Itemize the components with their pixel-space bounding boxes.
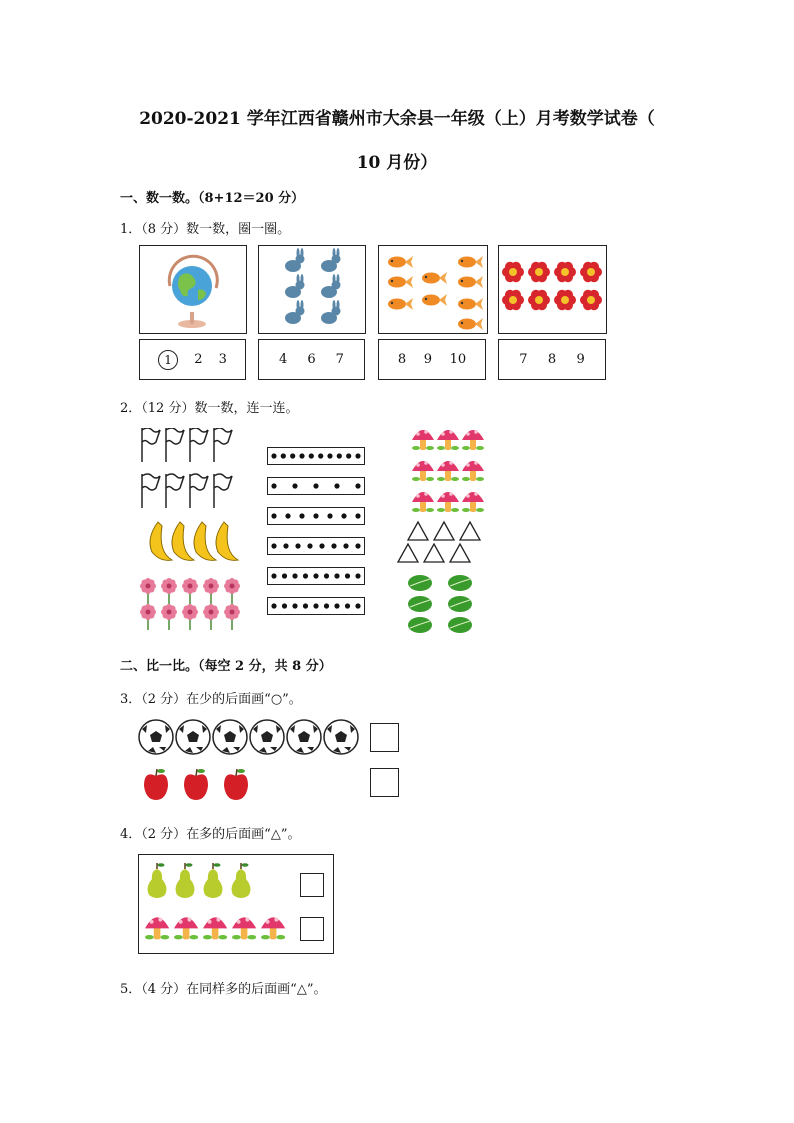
q1-panel-goldfish [378,245,488,334]
red-flower-icon [502,290,524,310]
dot [334,603,339,608]
triangle-icon [450,544,470,562]
apple-icon [224,769,248,800]
red-flower-icon [528,262,550,282]
mushrooms-group [410,424,490,520]
flag-icon [142,474,160,508]
pink-flower-icon [203,578,219,604]
dot [282,603,287,608]
leaf-icon [448,575,472,591]
mushroom-icon [437,461,459,481]
q1-panel-rabbits [258,245,366,334]
goldfish-icon [458,298,483,310]
soccer-balls-group [138,718,360,756]
dot [303,573,308,578]
circled-answer[interactable]: 1 [158,350,178,370]
dot-row [268,508,364,524]
option[interactable]: 7 [519,352,528,367]
dot [327,513,332,518]
soccer-ball-icon [139,720,173,754]
red-flowers-group [499,246,606,333]
soccer-ball-icon [176,720,210,754]
dot [283,543,288,548]
triangle-icon [434,522,454,540]
goldfish-icon [388,256,413,268]
dot [271,453,276,458]
leaves-group [404,572,490,638]
mushroom-icon [203,917,227,939]
dot [355,543,360,548]
pink-flower-icon [161,604,177,630]
dot-row [268,598,364,614]
answer-box-mushrooms[interactable] [300,917,324,941]
q4-panel [138,854,334,954]
question-3-label: 3．（2 分）在少的后面画“○”。 [120,692,302,707]
dot [341,513,346,518]
dot [307,543,312,548]
red-flower-icon [580,290,602,310]
dot-card[interactable] [267,447,365,465]
soccer-ball-icon [250,720,284,754]
mushroom-icon [145,917,169,939]
soccer-ball-icon [213,720,247,754]
dot [324,603,329,608]
pear-icon [204,863,223,898]
rabbit-icon [321,300,341,324]
pink-flower-icon [224,604,240,630]
mushroom-icon [437,430,459,450]
dot [334,573,339,578]
dot [318,453,323,458]
banana-icon [216,522,238,560]
dot [292,603,297,608]
banana-icon [172,522,194,560]
option[interactable]: 9 [423,352,432,367]
dot [355,573,360,578]
page-title: 2020-2021 学年江西省赣州市大余县一年级（上）月考数学试卷（ [139,109,655,129]
leaf-icon [448,617,472,633]
pink-flower-icon [224,578,240,604]
red-flower-icon [554,262,576,282]
rabbit-icon [285,248,305,272]
leaf-icon [448,596,472,612]
flag-icon [166,474,184,508]
dot [271,603,276,608]
option[interactable]: 2 [194,352,203,367]
apple-icon [144,769,168,800]
dot [282,573,287,578]
pink-flower-icon [182,604,198,630]
dot [309,453,314,458]
leaf-icon [408,596,432,612]
pink-flower-icon [140,604,156,630]
dot [271,483,276,488]
dot [271,573,276,578]
dot-row [268,478,364,494]
mushroom-icon [462,430,484,450]
answer-box-pears[interactable] [300,873,324,897]
option[interactable]: 8 [397,352,407,367]
red-flower-icon [528,290,550,310]
triangles-group [396,520,494,566]
question-1-label: 1．（8 分）数一数，圈一圈。 [120,222,291,237]
dot-card[interactable] [267,477,365,495]
dot [281,453,286,458]
dot-card[interactable] [267,597,365,615]
goldfish-icon [422,294,447,306]
pink-flower-icon [161,578,177,604]
soccer-ball-icon [324,720,358,754]
question-4-label: 4．（2 分）在多的后面画“△”。 [120,827,301,842]
pink-flower-icon [203,604,219,630]
dot [355,453,360,458]
pink-flowers-group [138,576,244,634]
dot [295,543,300,548]
option[interactable]: 7 [335,352,344,367]
flag-icon [190,428,208,462]
flag-icon [214,474,232,508]
goldfish-icon [388,276,413,288]
triangle-icon [398,544,418,562]
mushroom-icon [261,917,285,939]
red-flower-icon [580,262,602,282]
q1-options-1 [139,339,246,380]
dot [271,513,276,518]
banana-icon [150,522,172,560]
section-heading-2: 二、比一比。（每空 2 分，共 8 分） [120,659,332,674]
dot [319,543,324,548]
pink-flower-icon [140,578,156,604]
dot [355,603,360,608]
rabbit-icon [321,274,341,298]
mushroom-icon [462,461,484,481]
mushroom-icon [412,430,434,450]
dot [324,573,329,578]
red-flower-icon [502,262,524,282]
dot [345,603,350,608]
dot [292,573,297,578]
goldfish-group [379,246,487,333]
dot-row [268,538,364,554]
leaf-icon [408,617,432,633]
question-2-label: 2．（12 分）数一数，连一连。 [120,401,299,416]
goldfish-icon [458,256,483,268]
dot [345,573,350,578]
option[interactable]: 6 [307,352,316,367]
pear-icon [232,863,251,898]
dot [299,453,304,458]
pear-icon [176,863,195,898]
dot [334,483,339,488]
mushroom-row [143,909,293,949]
dot-card[interactable] [267,567,365,585]
goldfish-icon [458,318,483,330]
mushroom-icon [412,461,434,481]
pink-flower-icon [182,578,198,604]
pear-icon [148,863,167,898]
leaf-icon [408,575,432,591]
rabbit-icon [321,248,341,272]
dot [303,603,308,608]
dot [313,603,318,608]
red-flower-icon [554,290,576,310]
page-title-line2: 10 月份） [356,153,438,173]
rabbit-icon [285,300,305,324]
option[interactable]: 4 [279,352,288,367]
flag-icon [214,428,232,462]
option[interactable]: 3 [218,352,227,367]
flag-icon [142,428,160,462]
answer-box-apples[interactable] [370,768,399,797]
dot [292,483,297,488]
mushroom-icon [437,492,459,512]
q1-panel-flowers [498,245,607,334]
globe-icon [140,246,246,333]
flags-group [140,428,240,508]
dot [271,543,276,548]
bananas-group [140,518,240,564]
dot [285,513,290,518]
goldfish-icon [458,276,483,288]
triangle-icon [460,522,480,540]
apples-group [138,764,258,804]
rabbit-icon [285,274,305,298]
dot [299,513,304,518]
dot [313,483,318,488]
dot-row [268,448,364,464]
soccer-ball-icon [287,720,321,754]
question-5-label: 5．（4 分）在同样多的后面画“△”。 [120,982,327,997]
rabbits-group [259,246,365,333]
triangle-icon [424,544,444,562]
flag-icon [166,428,184,462]
q1-options-3 [378,339,486,380]
q1-options-2 [258,339,365,380]
flag-icon [190,474,208,508]
dot-row [268,568,364,584]
mushroom-icon [232,917,256,939]
dot [337,453,342,458]
dot [290,453,295,458]
dot [346,453,351,458]
q1-options-4 [498,339,606,380]
dot [355,513,360,518]
dot-card[interactable] [267,537,365,555]
triangle-icon [408,522,428,540]
option[interactable]: 10 [449,352,467,367]
answer-box-balls[interactable] [370,723,399,752]
dot [313,573,318,578]
section-heading-1: 一、数一数。（8+12＝20 分） [120,191,305,206]
apple-icon [184,769,208,800]
mushroom-icon [174,917,198,939]
dot [355,483,360,488]
goldfish-icon [422,272,447,284]
pears-group [143,863,263,903]
dot [343,543,348,548]
dot [313,513,318,518]
goldfish-icon [388,298,413,310]
option[interactable]: 9 [576,352,585,367]
dot-card[interactable] [267,507,365,525]
option[interactable]: 8 [547,352,557,367]
mushroom-icon [412,492,434,512]
dot [331,543,336,548]
dot [327,453,332,458]
q1-panel-globe [139,245,247,334]
banana-icon [194,522,216,560]
mushroom-icon [462,492,484,512]
